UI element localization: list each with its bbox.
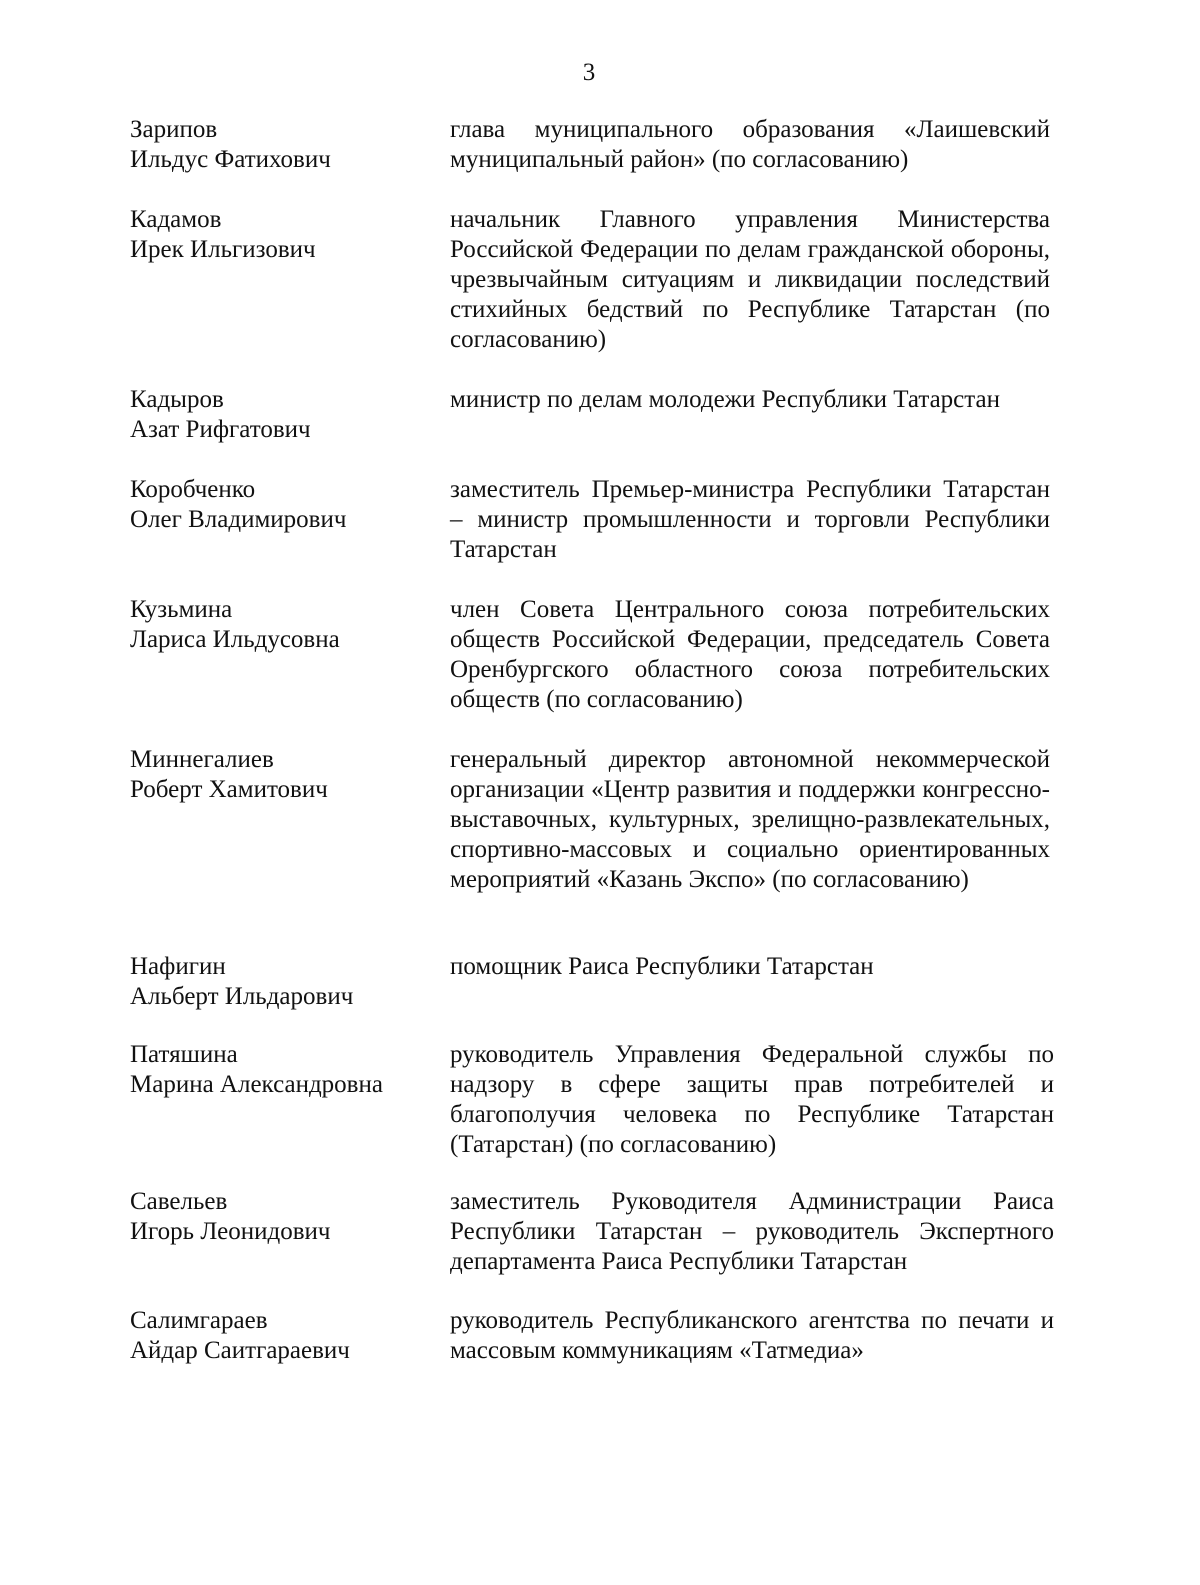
member-given-name: Игорь Леонидович bbox=[130, 1218, 331, 1245]
member-position: член Совета Центрального союза потребительских обществ Российской Федерации, председатель Совета Оренбургского областного союза потребительских обществ (по согласованию) bbox=[450, 596, 1050, 713]
member-name bbox=[130, 952, 430, 1012]
page-number: 3 bbox=[582, 59, 596, 86]
member-given-name: Айдар Саитгараевич bbox=[130, 1337, 350, 1364]
member-surname: Миннегалиев bbox=[130, 746, 274, 773]
member-surname: Салимгараев bbox=[130, 1307, 268, 1334]
member-surname: Нафигин bbox=[130, 953, 226, 980]
member-surname: Патяшина bbox=[130, 1041, 238, 1068]
member-name bbox=[130, 475, 430, 535]
member-given-name: Азат Рифгатович bbox=[130, 416, 311, 443]
member-name bbox=[130, 385, 430, 445]
member-given-name: Олег Владимирович bbox=[130, 506, 347, 533]
member-given-name: Ирек Ильгизович bbox=[130, 236, 316, 263]
member-surname: Кузьмина bbox=[130, 596, 233, 623]
member-position: помощник Раиса Республики Татарстан bbox=[450, 953, 874, 980]
member-surname: Кадыров bbox=[130, 386, 224, 413]
member-position: глава муниципального образования «Лаишевский муниципальный район» (по согласованию) bbox=[450, 116, 1050, 173]
member-surname: Савельев bbox=[130, 1188, 228, 1215]
member-given-name: Лариса Ильдусовна bbox=[130, 626, 340, 653]
member-name bbox=[130, 595, 430, 655]
member-name bbox=[130, 745, 430, 805]
member-position: министр по делам молодежи Республики Татарстан bbox=[450, 386, 1000, 413]
member-name bbox=[130, 205, 430, 265]
member-given-name: Ильдус Фатихович bbox=[130, 146, 331, 173]
member-name bbox=[130, 1306, 430, 1366]
member-surname: Коробченко bbox=[130, 476, 256, 503]
member-name bbox=[130, 1040, 430, 1100]
member-position: заместитель Руководителя Администрации Раиса Республики Татарстан – руководитель Экспертного департамента Раиса Республики Татарстан bbox=[450, 1188, 1054, 1275]
member-position: заместитель Премьер-министра Республики Татарстан – министр промышленности и торговли Республики Татарстан bbox=[450, 476, 1050, 563]
member-given-name: Роберт Хамитович bbox=[130, 776, 328, 803]
member-surname: Кадамов bbox=[130, 206, 222, 233]
member-surname: Зарипов bbox=[130, 116, 218, 143]
member-name bbox=[130, 115, 430, 175]
member-name bbox=[130, 1187, 430, 1247]
member-given-name: Альберт Ильдарович bbox=[130, 983, 354, 1010]
member-position: руководитель Республиканского агентства по печати и массовым коммуникациям «Татмедиа» bbox=[450, 1307, 1054, 1364]
member-given-name: Марина Александровна bbox=[130, 1071, 383, 1098]
member-position: начальник Главного управления Министерства Российской Федерации по делам гражданской обороны, чрезвычайным ситуациям и ликвидации последствий стихийных бедствий по Республике Татарстан (по согласованию) bbox=[450, 206, 1050, 353]
member-position: руководитель Управления Федеральной службы по надзору в сфере защиты прав потребителей и благополучия человека по Республике Татарстан (Татарстан) (по согласованию) bbox=[450, 1041, 1054, 1158]
member-position: генеральный директор автономной некоммерческой организации «Центр развития и поддержки конгрессно-выставочных, культурных, зрелищно-развлекательных, спортивно-массовых и социально ориентированных мероприятий «Казань Экспо» (по согласованию) bbox=[450, 746, 1050, 893]
